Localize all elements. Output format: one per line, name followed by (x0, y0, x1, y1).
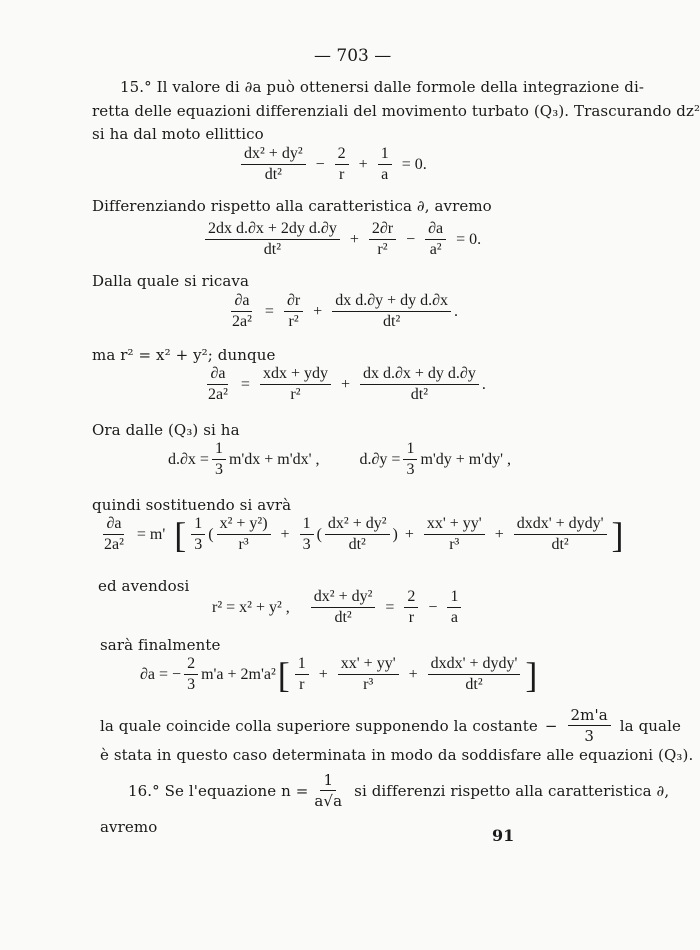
eq6-num1b: x² + y²) (217, 515, 271, 535)
inline2-den: a√a (314, 792, 343, 810)
eq1-den2: r (338, 166, 345, 183)
eq2-den3: a² (429, 241, 442, 258)
eq3-num3: dx d.∂y + dy d.∂x (332, 292, 451, 312)
eq2-num2: 2∂r (369, 220, 396, 240)
paragraph-15-line-3: si ha dal moto ellittico (92, 125, 264, 143)
eq1-op1: − (315, 155, 325, 173)
paragraph-15-line-1: 15.° Il valore di ∂a può ottenersi dalle formole della integrazione di- (120, 78, 645, 96)
eq5-num1: 1 (212, 440, 226, 460)
eq3-den1: 2a² (232, 313, 252, 330)
eq4-op: + (340, 375, 350, 393)
eq6-den2b: dt² (348, 536, 366, 553)
ora-line: Ora dalle (Q₃) si ha (92, 421, 240, 439)
eq7-den2: r (408, 609, 415, 626)
eq8-op2: + (408, 665, 418, 683)
eq4-den3: dt² (410, 386, 429, 403)
eq7-num3: 1 (447, 588, 461, 608)
eq6-den1b: r³ (238, 536, 249, 553)
ed-line: ed avendosi (98, 577, 190, 595)
inline1-den: 3 (584, 727, 594, 745)
dalla-line: Dalla quale si ricava (92, 272, 250, 290)
eq7-den1: dt² (334, 609, 352, 626)
eq4-eq: = (240, 375, 250, 393)
equation-4 (202, 365, 486, 404)
eq1-den1: dt² (264, 166, 282, 183)
eq2-den1: dt² (263, 241, 282, 258)
paragraph-16-line-1 (128, 771, 669, 810)
eq6-lparen1: ( (208, 525, 214, 543)
eq8-right-bracket: ] (525, 654, 538, 695)
equation-7 (212, 588, 464, 627)
inline2-num: 1 (320, 771, 336, 791)
eq7-den3: a (450, 609, 458, 626)
equation-2 (202, 220, 488, 259)
eq6-op1: + (280, 525, 290, 543)
eq3-end: . (454, 302, 459, 320)
paragraph-15-line-2: retta delle equazioni differenziali del movimento turbato (Q₃). Trascurando dz² (92, 102, 700, 120)
eq8-num3: xx' + yy' (338, 655, 399, 675)
eq1-num1: dx² + dy² (241, 145, 306, 165)
equation-5 (168, 440, 511, 479)
p16-text-a: 16.° Se l'equazione n = (128, 781, 309, 800)
coincide-line-2: è stata in questo caso determinata in modo da soddisfare alle equazioni (Q₃). (100, 746, 694, 764)
eq6-op3: + (494, 525, 504, 543)
eq6-eq: = m' (136, 525, 166, 543)
eq2-op1: + (349, 230, 359, 248)
eq1-num3: 1 (378, 145, 392, 165)
eq3-num1: ∂a (231, 292, 252, 312)
eq1-rhs: = 0. (401, 155, 427, 173)
eq5-lhs2: d.∂y = (359, 450, 401, 468)
eq7-num2: 2 (404, 588, 418, 608)
eq1-den3: a (381, 166, 389, 183)
eq4-num2: xdx + ydy (260, 365, 331, 385)
equation-1 (238, 145, 434, 184)
eq6-den0: 2a² (104, 536, 124, 553)
coincide-line-1 (100, 706, 681, 745)
eq5-term1: m'dx + m'dx' , (228, 450, 320, 468)
eq8-den1: 3 (187, 676, 196, 693)
eq6-den3: r³ (449, 536, 460, 553)
footer-signature-number: 91 (492, 826, 515, 845)
eq2-op2: − (406, 230, 416, 248)
eq7-term1: r² = x² + y² , (212, 598, 290, 616)
eq3-num2: ∂r (284, 292, 303, 312)
eq2-den2: r² (377, 241, 388, 258)
eq6-lparen2: ( (316, 525, 322, 543)
p16-text-b: si differenzi rispetto alla caratteristica ∂, (354, 781, 670, 800)
inline1-num: 2m'a (568, 706, 611, 726)
quindi-line: quindi sostituendo si avrà (92, 496, 292, 514)
eq6-den4: dt² (551, 536, 569, 553)
eq8-num4: dxdx' + dydy' (428, 655, 521, 675)
eq7-num1: dx² + dy² (311, 588, 376, 608)
eq5-den2: 3 (406, 461, 415, 478)
eq6-den1: 3 (194, 536, 203, 553)
coincide-text-a: la quale coincide colla superiore supponendo la costante (100, 716, 538, 735)
eq3-den3: dt² (383, 313, 401, 330)
eq6-num1: 1 (191, 515, 205, 535)
eq5-num2: 1 (403, 440, 417, 460)
coincide-text-b: la quale (619, 716, 681, 735)
eq8-num2: 1 (295, 655, 309, 675)
eq6-num2b: dx² + dy² (325, 515, 390, 535)
eq2-rhs: = 0. (456, 230, 482, 248)
eq8-den4: dt² (465, 676, 483, 693)
eq4-end: . (481, 375, 486, 393)
sara-line: sarà finalmente (100, 636, 221, 654)
eq6-rparen2: ) (392, 525, 398, 543)
eq7-eq: = (385, 598, 395, 616)
eq8-den2: r (299, 676, 305, 693)
eq6-left-bracket: [ (174, 514, 187, 555)
eq3-op: + (313, 302, 323, 320)
eq5-lhs1: d.∂x = (168, 450, 209, 468)
eq1-num2: 2 (335, 145, 349, 165)
eq4-den2: r² (290, 386, 301, 403)
eq8-den3: r³ (363, 676, 374, 693)
eq6-num0: ∂a (103, 515, 124, 535)
eq3-den2: r² (288, 313, 299, 330)
eq6-num3: xx' + yy' (424, 515, 485, 535)
eq2-num3: ∂a (425, 220, 446, 240)
eq7-op: − (428, 598, 438, 616)
equation-6 (98, 515, 626, 554)
eq6-right-bracket: ] (611, 514, 624, 555)
page-number: — 703 — (314, 46, 392, 66)
equation-8 (140, 655, 539, 694)
ma-line: ma r² = x² + y²; dunque (92, 346, 276, 364)
equation-3 (226, 292, 458, 331)
eq1-op2: + (358, 155, 368, 173)
eq8-left-bracket: [ (277, 654, 290, 695)
differenziando-line: Differenziando rispetto alla caratteristica ∂, avremo (92, 197, 492, 215)
eq6-num2: 1 (300, 515, 314, 535)
eq6-num4: dxdx' + dydy' (514, 515, 607, 535)
eq5-den1: 3 (214, 461, 223, 478)
eq3-eq: = (264, 302, 274, 320)
eq6-den2: 3 (302, 536, 311, 553)
eq8-lhs: ∂a = − (140, 665, 182, 683)
eq6-op2: + (404, 525, 414, 543)
inline1-sign: − (544, 716, 558, 735)
eq4-num1: ∂a (207, 365, 228, 385)
eq5-term2: m'dy + m'dy' , (420, 450, 511, 468)
eq8-term1: m'a + 2m'a² (201, 665, 276, 683)
eq8-op1: + (318, 665, 328, 683)
eq4-den1: 2a² (208, 386, 228, 403)
eq2-num1: 2dx d.∂x + 2dy d.∂y (205, 220, 340, 240)
avremo-line: avremo (100, 818, 158, 836)
eq8-num1: 2 (184, 655, 198, 675)
eq4-num3: dx d.∂x + dy d.∂y (360, 365, 479, 385)
